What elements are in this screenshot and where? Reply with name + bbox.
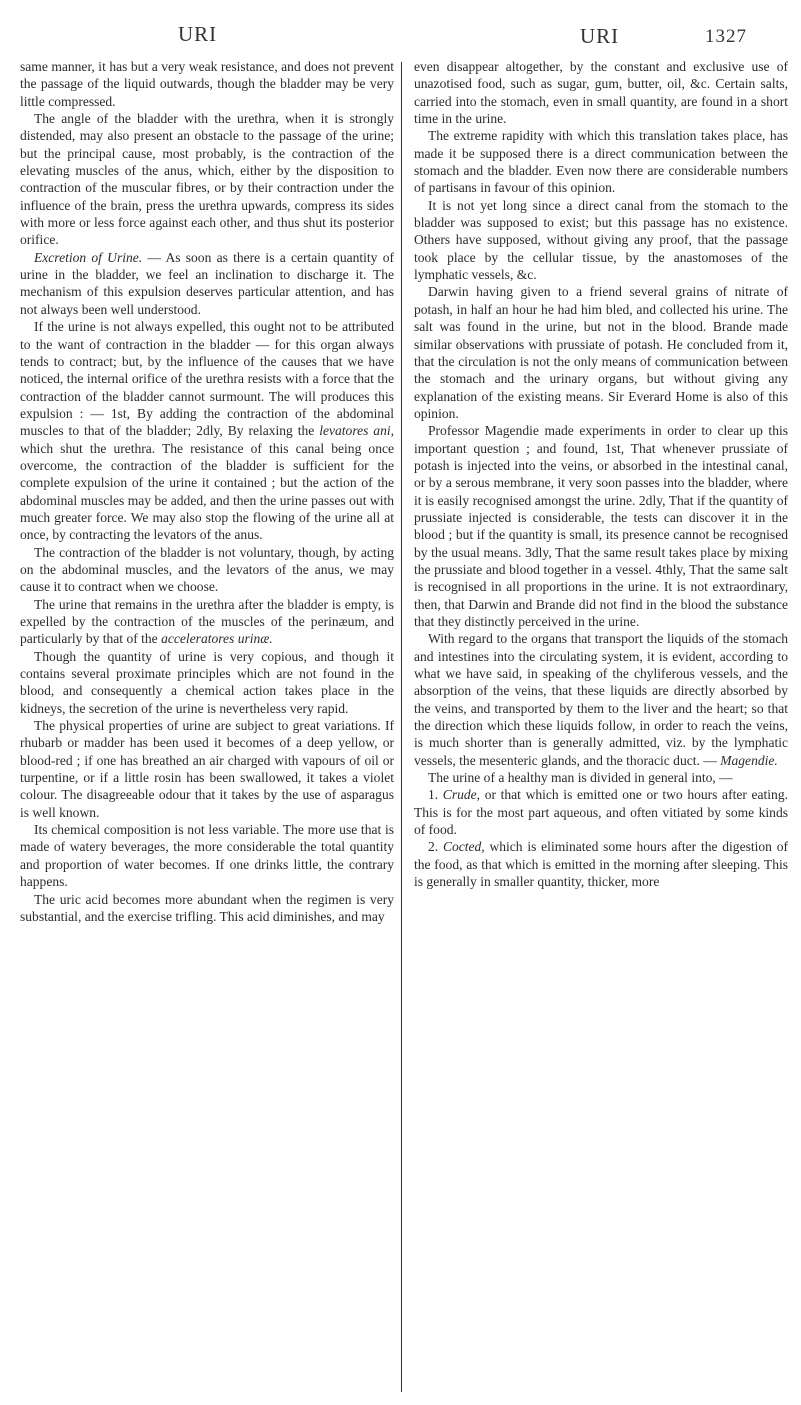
page-number: 1327 <box>705 26 747 47</box>
paragraph: Its chemical composition is not less variable. The more use that is made of watery beverages, the more considerable the total quantity and proportion of water becomes. If one drinks little, the contrary happens. <box>20 822 394 890</box>
left-column <box>20 58 394 925</box>
paragraph: It is not yet long since a direct canal from the stomach to the bladder was supposed to exist; but this passage has no existence. Others have supposed, without giving any proof, that the passage took place by the cellular tissue, by the anastomoses of the lymphatic vessels, &c. <box>414 197 788 283</box>
paragraph-text: If the urine is not always expelled, this ought not to be attributed to the want of contraction in the bladder — for this organ always tends to contract; but, by the influence of the causes that we have noticed, the internal orifice of the urethra resists with a force that the contraction of the bladder cannot surmount. The will produces this expulsion : — 1st, By adding the contraction of the abdominal muscles to that of the bladder; 2dly, By relaxing the <box>20 319 394 439</box>
list-term: Crude, <box>442 787 481 803</box>
paragraph: The uric acid becomes more abundant when the regimen is very substantial, and the exercise trifling. This acid diminishes, and may <box>20 891 394 924</box>
list-number: 2. <box>428 839 443 855</box>
paragraph-text: — As soon as there is a certain quantity of urine in the bladder, we feel an inclination to discharge it. The mechanism of this expulsion deserves particular attention, and has not always been well understood. <box>20 249 394 317</box>
paragraph-text: The urine that remains in the urethra after the bladder is empty, is expelled by the contraction of the muscles of the perinæum, and particularly by that of the <box>20 596 394 647</box>
paragraph: even disappear altogether, by the constant and exclusive use of unazotised food, such as sugar, gum, butter, oil, &c. Certain salts, carried into the stomach, even in small quantity, are found in a short time in the urine. <box>414 59 788 127</box>
paragraph-text: which is eliminated some hours after the digestion of the food, as that which is emitted in the morning after sleeping. This is generally in smaller quantity, thicker, more <box>414 839 788 890</box>
paragraph: The extreme rapidity with which this translation takes place, has made it be supposed there is a direct communication between the stomach and the bladder. Even now there are considerable numbers of partisans in favour of this opinion. <box>414 128 788 196</box>
paragraph: Though the quantity of urine is very copious, and though it contains several proximate principles which are not found in the blood, and consequently a chemical action takes place in the kidneys, the secretion of the urine is nevertheless very rapid. <box>20 648 394 716</box>
list-number: 1. <box>428 787 443 803</box>
section-heading: Excretion of Urine. <box>34 249 143 265</box>
running-title-right: URI <box>580 24 620 48</box>
list-item-cocted <box>414 838 788 890</box>
paragraph: The contraction of the bladder is not voluntary, though, by acting on the abdominal muscles, and the levators of the anus, we may cause it to contract when we choose. <box>20 544 394 595</box>
list-term: Cocted, <box>442 839 485 855</box>
running-header <box>0 22 801 50</box>
running-title-left: URI <box>178 22 218 46</box>
list-item-crude <box>414 786 788 838</box>
citation: Magendie. <box>720 752 778 768</box>
paragraph-text: or that which is emitted one or two hours after eating. This is for the most part aqueous, and often vitiated by some kinds of food. <box>414 787 788 838</box>
paragraph <box>414 630 788 769</box>
paragraph: The angle of the bladder with the urethra, when it is strongly distended, may also present an obstacle to the passage of the urine; but the principal cause, most probably, is the contraction of the elevating muscles of the anus, which, either by the disposition to contraction of the muscular fibres, or by their contraction under the influence of the brain, press the urethra upwards, compress its sides with more or less force against each other, and thus shut its posterior orifice. <box>20 111 394 248</box>
anatomical-term: levatores ani, <box>319 423 394 439</box>
paragraph: The urine of a healthy man is divided in general into, — <box>428 770 733 786</box>
anatomical-term: acceleratores urinæ. <box>161 631 273 647</box>
paragraph-text: which shut the urethra. The resistance of this canal being once overcome, the contraction of the bladder is sufficient for the complete expulsion of the urine it contained ; but the action of the abdominal muscles may be added, and then the urine passes out with much greater force. We may also stop the flowing of the urine all at once, by contracting the levators of the anus. <box>20 440 394 543</box>
paragraph: Darwin having given to a friend several grains of nitrate of potash, in half an hour he had him bled, and collected his urine. The salt was found in the urine, but not in the blood. Brande made similar observations with prussiate of potash. He concluded from it, that the circulation is not the only means of communication between the stomach and the urinary organs, but without giving any explanation of the existing means. Sir Everard Home is also of this opinion. <box>414 284 788 421</box>
paragraph <box>20 318 394 543</box>
paragraph: same manner, it has but a very weak resistance, and does not prevent the passage of the liquid outwards, though the bladder may be very little compressed. <box>20 59 394 109</box>
right-column <box>414 58 788 891</box>
paragraph: Professor Magendie made experiments in order to clear up this important question ; and found, 1st, That whenever prussiate of potash is injected into the veins, or absorbed in the intestinal canal, or by a serous membrane, it very soon passes into the bladder, where it is easily recognised amongst the urine. 2dly, That if the quantity of prussiate injected is considerable, the tests can discover it in the blood ; but if the quantity is small, its presence cannot be recognised by the usual means. 3dly, That the same result takes place by mixing the prussiate and blood together in a vessel. 4thly, That the same salt is recognised in all proportions in the urine. It is not extraordinary, then, that Darwin and Brande did not find in the blood the substance that they distinctly perceived in the urine. <box>414 423 788 629</box>
paragraph-excretion <box>20 249 394 318</box>
paragraph-text: With regard to the organs that transport the liquids of the stomach and intestines into the circulating system, it is evident, according to what we have said, in speaking of the chyliferous vessels, and the absorption of the veins, that these liquids are directly absorbed by the veins, and transported by them to the liver and the heart; so that the direction which these liquids follow, in order to reach the veins, is much shorter than is generally admitted, viz. by the lymphatic vessels, the mesenteric glands, and the thoracic duct. — <box>414 631 788 768</box>
paragraph: The physical properties of urine are subject to great variations. If rhubarb or madder has been used it becomes of a deep yellow, or blood-red ; if one has breathed an air charged with vapours of oil or turpentine, or if a little rosin has been swallowed, it takes a violet colour. The disagreeable odour that it takes by the use of asparagus is well known. <box>20 718 394 820</box>
column-divider <box>401 62 402 1392</box>
paragraph <box>20 596 394 648</box>
